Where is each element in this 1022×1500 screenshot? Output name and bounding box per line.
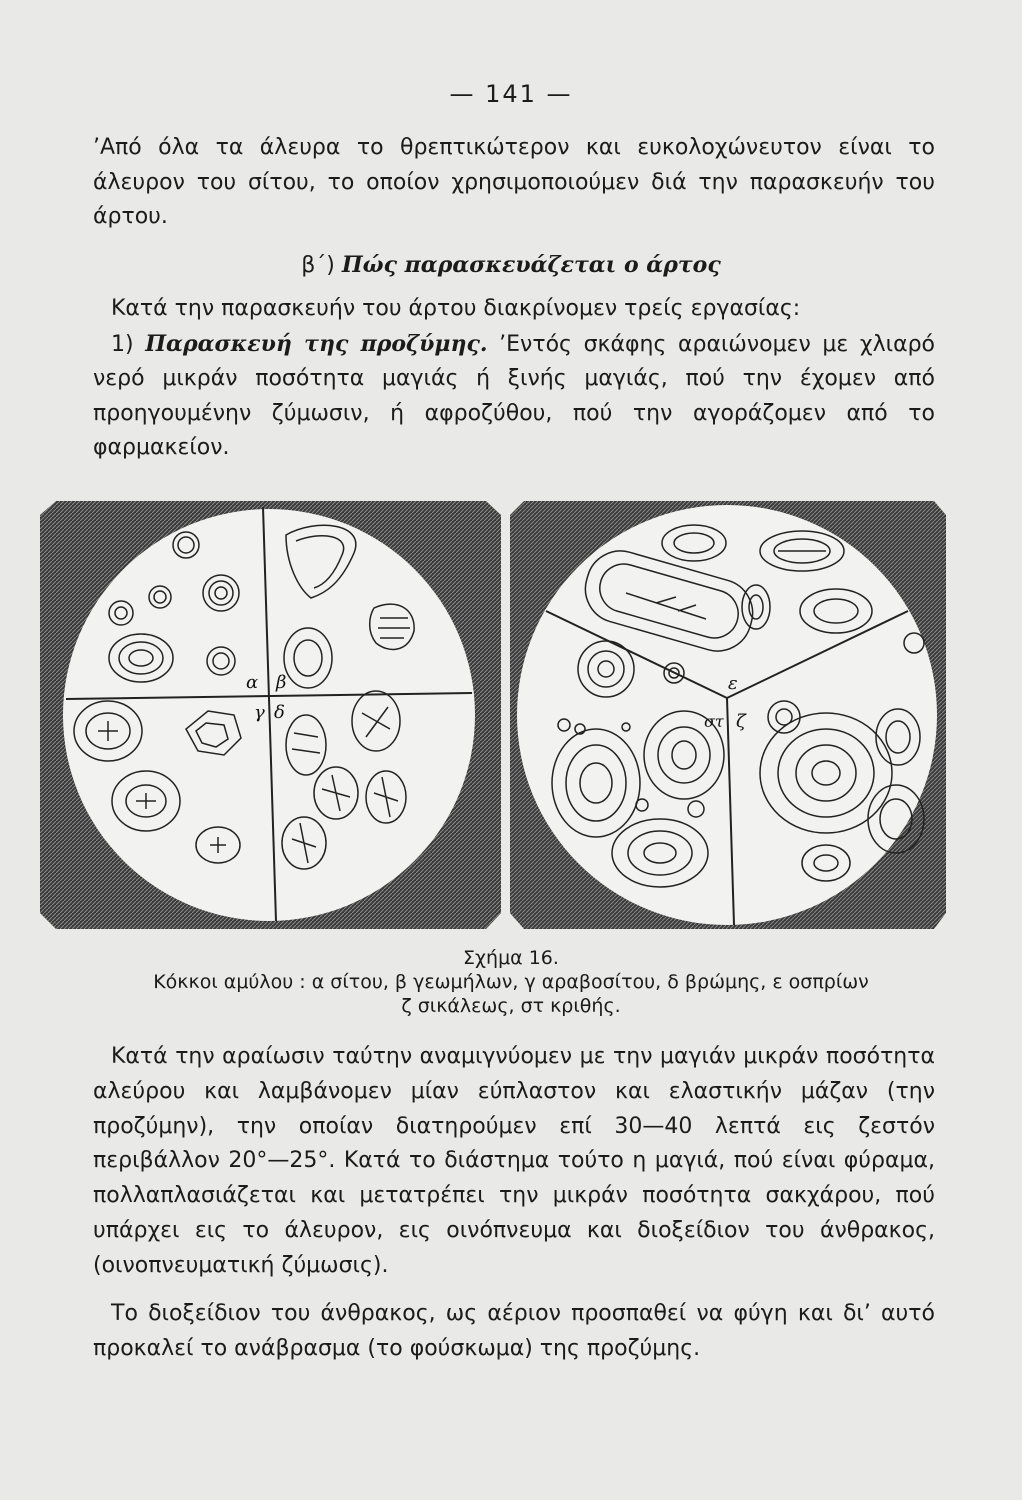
- label-g: γ: [254, 702, 265, 723]
- section-heading: [0, 252, 1022, 278]
- label-b: β: [276, 672, 287, 693]
- paragraph-co2: [93, 1297, 935, 1367]
- page-number: — 141 —: [449, 80, 573, 108]
- step-text: ’Εντός σκάφης αραιώνομεν με χλιαρό νερό μικράν ποσότητα μαγιάς ή ξινής μαγιάς, πού την έχομεν από προηγουμένην ζύμωσιν, ή αφροζύθου, πού την αγοράζομεν από το φαρμακείον.: [93, 331, 935, 460]
- intro-paragraph: ’Από όλα τα άλευρα το θρεπτικώτερον και ευκολοχώνευτον είναι το άλευρον του σίτου, το οποίον χρησιμοποιούμεν διά την παρασκευήν του άρτου.: [93, 135, 935, 229]
- section-number: β΄): [301, 253, 335, 278]
- caption-line-1: Κόκκοι αμύλου : α σίτου, β γεωμήλων, γ αραβοσίτου, δ βρώμης, ε οσπρίων: [153, 971, 869, 993]
- label-z: ζ: [736, 711, 746, 732]
- steps-lead: Κατά την παρασκευήν του άρτου διακρίνομεν τρείς εργασίας:: [111, 296, 801, 321]
- label-st: στ: [704, 712, 724, 731]
- label-e: ε: [728, 673, 738, 694]
- section-title: Πώς παρασκευάζεται ο άρτος: [341, 252, 721, 278]
- step-number: 1): [111, 331, 134, 357]
- caption-line-2: ζ σικάλεως, στ κριθής.: [401, 995, 621, 1017]
- label-a: α: [246, 672, 259, 693]
- figure-caption: [60, 946, 962, 1018]
- left-plate: [40, 501, 501, 929]
- paragraph-co2-text: Το διοξείδιον του άνθρακος, ως αέριον προσπαθεί να φύγη και δι’ αυτό προκαλεί το ανάβρασμα (το φούσκωμα) της προζύμης.: [93, 1301, 935, 1361]
- paragraph-steps: [93, 292, 935, 466]
- right-plate: [510, 501, 946, 929]
- caption-title: Σχήμα 16.: [463, 947, 559, 969]
- paragraph-yeast: [93, 1040, 935, 1284]
- label-d: δ: [274, 702, 285, 723]
- starch-grains-figure: [36, 493, 948, 933]
- paragraph-yeast-text: Κατά την αραίωσιν ταύτην αναμιγνύομεν με την μαγιάν μικράν ποσότητα αλεύρου και λαμβάνομεν μίαν εύπλαστον και ελαστικήν μάζαν (την προζύμην), την οποίαν διατηρούμεν επί 30—40 λεπτά εις ζεστόν περιβάλλον 20°—25°. Κατά το διάστημα τούτο η μαγιά, πού είναι φύραμα, πολλαπλασιάζεται και μετατρέπει την μικράν ποσότητα σακχάρου, πού υπάρχει εις το άλευρον, εις οινόπνευμα και διοξείδιον του άνθρακος, (οινοπνευματική ζύμωσις).: [93, 1044, 935, 1278]
- step-title: Παρασκευή της προζύμης.: [145, 330, 488, 357]
